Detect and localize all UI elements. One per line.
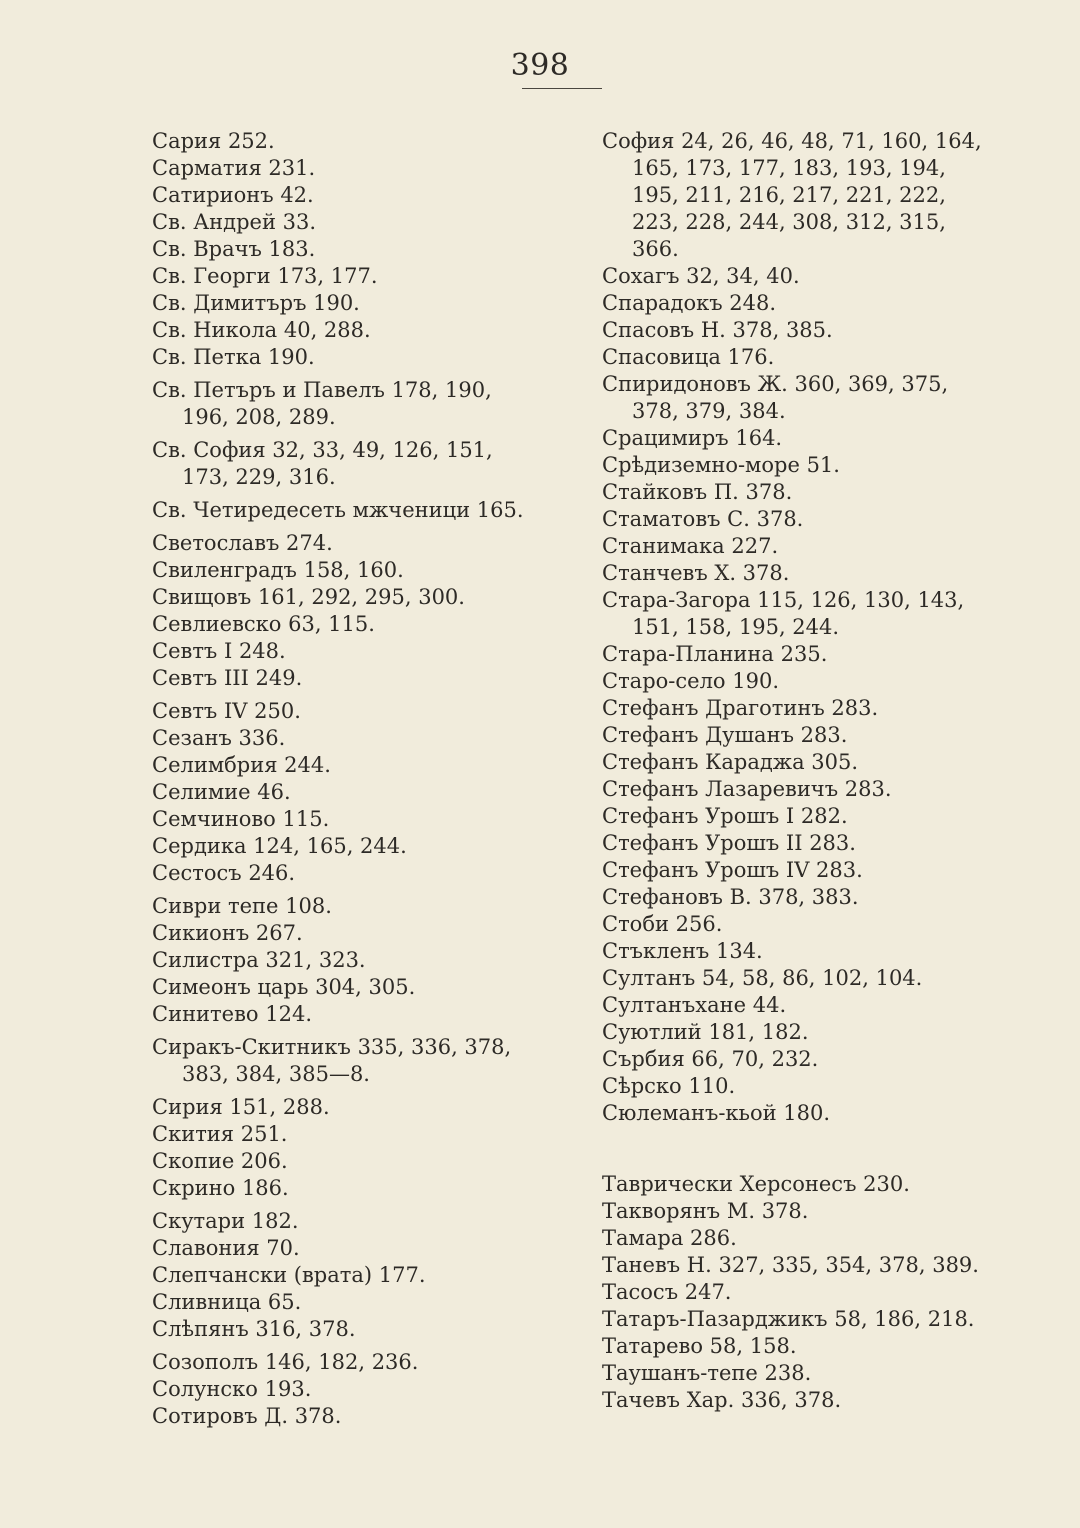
- index-entry: Севтъ IV 250.: [152, 699, 301, 723]
- index-entry: Св. София 32, 33, 49, 126, 151, 173, 229, 316.: [152, 438, 493, 489]
- page-number: 398: [510, 48, 570, 83]
- index-entry: Стефанъ Урошъ IV 283.: [602, 858, 863, 882]
- index-entry-section-start: Таврически Херсонесъ 230.: [602, 1172, 910, 1196]
- index-entry: Сезанъ 336.: [152, 726, 286, 750]
- index-entry: Селимбрия 244.: [152, 753, 331, 777]
- index-entry: София 24, 26, 46, 48, 71, 160, 164, 165, 173, 177, 183, 193, 194, 195, 211, 216, 217, 221, 222, 223, 228, 244, 308, 312, 315, 366.: [602, 129, 982, 261]
- index-entry: Св. Андрей 33.: [152, 210, 317, 234]
- index-entry: Св. Петъръ и Павелъ 178, 190, 196, 208, 289.: [152, 378, 492, 429]
- index-entry: Сердика 124, 165, 244.: [152, 834, 407, 858]
- index-entry: Сикионъ 267.: [152, 921, 303, 945]
- index-entry: Сюлеманъ-кьой 180.: [602, 1101, 831, 1125]
- index-entry: Скутари 182.: [152, 1209, 299, 1233]
- index-entry: Тачевъ Хар. 336, 378.: [602, 1388, 842, 1412]
- index-entry: Сарматия 231.: [152, 156, 316, 180]
- index-entry: Тасосъ 247.: [602, 1280, 732, 1304]
- index-entry: Станимака 227.: [602, 534, 779, 558]
- index-entry: Светославъ 274.: [152, 531, 333, 555]
- index-entry: Сохагъ 32, 34, 40.: [602, 264, 800, 288]
- index-entry: Стара-Загора 115, 126, 130, 143, 151, 158, 195, 244.: [602, 588, 965, 639]
- index-column-left: [152, 128, 524, 1430]
- index-entry: Сестосъ 246.: [152, 861, 296, 885]
- index-entry: Синитево 124.: [152, 1002, 313, 1026]
- index-entry: Сърбия 66, 70, 232.: [602, 1047, 819, 1071]
- index-entry: Севлиевско 63, 115.: [152, 612, 375, 636]
- index-entry: Свиленградъ 158, 160.: [152, 558, 404, 582]
- index-entry: Св. Никола 40, 288.: [152, 318, 371, 342]
- index-entry: Тамара 286.: [602, 1226, 737, 1250]
- index-entry: Стефанъ Душанъ 283.: [602, 723, 848, 747]
- index-entry: Стефанъ Урошъ I 282.: [602, 804, 848, 828]
- index-entry: Сатирионъ 42.: [152, 183, 314, 207]
- index-entry: Селимие 46.: [152, 780, 291, 804]
- index-entry: Св. Петка 190.: [152, 345, 315, 369]
- index-entry: Стефанъ Караджа 305.: [602, 750, 859, 774]
- index-entry: Такворянъ М. 378.: [602, 1199, 809, 1223]
- index-entry: Славония 70.: [152, 1236, 300, 1260]
- index-entry: Св. Четиредесеть мжченици 165.: [152, 498, 524, 522]
- index-entry: Станчевъ Х. 378.: [602, 561, 790, 585]
- index-entry: Созополъ 146, 182, 236.: [152, 1350, 419, 1374]
- index-entry: Св. Димитъръ 190.: [152, 291, 360, 315]
- index-entry: Таушанъ-тепе 238.: [602, 1361, 812, 1385]
- index-entry: Спарадокъ 248.: [602, 291, 777, 315]
- index-entry: Срѣдиземно-море 51.: [602, 453, 840, 477]
- index-entry: Суютлий 181, 182.: [602, 1020, 809, 1044]
- index-entry: Стефанъ Урошъ II 283.: [602, 831, 856, 855]
- index-entry: Сиври тепе 108.: [152, 894, 332, 918]
- index-entry: Скопие 206.: [152, 1149, 288, 1173]
- index-entry: Стара-Планина 235.: [602, 642, 828, 666]
- index-entry: Стефановъ В. 378, 383.: [602, 885, 859, 909]
- index-entry: Скрино 186.: [152, 1176, 289, 1200]
- index-entry: Сария 252.: [152, 129, 275, 153]
- index-entry: Стаматовъ С. 378.: [602, 507, 804, 531]
- index-entry: Султанъхане 44.: [602, 993, 787, 1017]
- index-entry: Севтъ III 249.: [152, 666, 303, 690]
- index-entry: Татаръ-Пазарджикъ 58, 186, 218.: [602, 1307, 975, 1331]
- index-entry: Спасовица 176.: [602, 345, 775, 369]
- index-entry: Слепчански (врата) 177.: [152, 1263, 426, 1287]
- index-entry: Сиракъ-Скитникъ 335, 336, 378, 383, 384, 385—8.: [152, 1035, 512, 1086]
- index-entry: Спиридоновъ Ж. 360, 369, 375, 378, 379, 384.: [602, 372, 949, 423]
- index-entry: Татарево 58, 158.: [602, 1334, 797, 1358]
- index-entry: Стефанъ Лазаревичъ 283.: [602, 777, 892, 801]
- index-entry: Свищовъ 161, 292, 295, 300.: [152, 585, 465, 609]
- index-entry: Скития 251.: [152, 1122, 288, 1146]
- index-entry: Сирия 151, 288.: [152, 1095, 330, 1119]
- page-number-rule: [522, 88, 602, 89]
- index-entry: Стайковъ П. 378.: [602, 480, 793, 504]
- index-entry: Спасовъ Н. 378, 385.: [602, 318, 833, 342]
- index-entry: Силистра 321, 323.: [152, 948, 366, 972]
- index-entry: Солунско 193.: [152, 1377, 312, 1401]
- index-entry: Стъкленъ 134.: [602, 939, 763, 963]
- index-entry: Св. Врачъ 183.: [152, 237, 316, 261]
- index-entry: Стефанъ Драготинъ 283.: [602, 696, 879, 720]
- index-entry: Сотировъ Д. 378.: [152, 1404, 342, 1428]
- index-entry: Таневъ Н. 327, 335, 354, 378, 389.: [602, 1253, 979, 1277]
- index-entry: Старо-село 190.: [602, 669, 779, 693]
- index-entry: Семчиново 115.: [152, 807, 330, 831]
- index-entry: Сѣрско 110.: [602, 1074, 736, 1098]
- index-entry: Срацимиръ 164.: [602, 426, 783, 450]
- index-entry: Слѣпянъ 316, 378.: [152, 1317, 356, 1341]
- index-entry: Султанъ 54, 58, 86, 102, 104.: [602, 966, 923, 990]
- index-entry: Симеонъ царь 304, 305.: [152, 975, 416, 999]
- index-entry: Севтъ I 248.: [152, 639, 286, 663]
- index-entry: Сливница 65.: [152, 1290, 302, 1314]
- index-entry: Стоби 256.: [602, 912, 723, 936]
- index-column-right: [602, 128, 982, 1414]
- index-entry: Св. Георги 173, 177.: [152, 264, 378, 288]
